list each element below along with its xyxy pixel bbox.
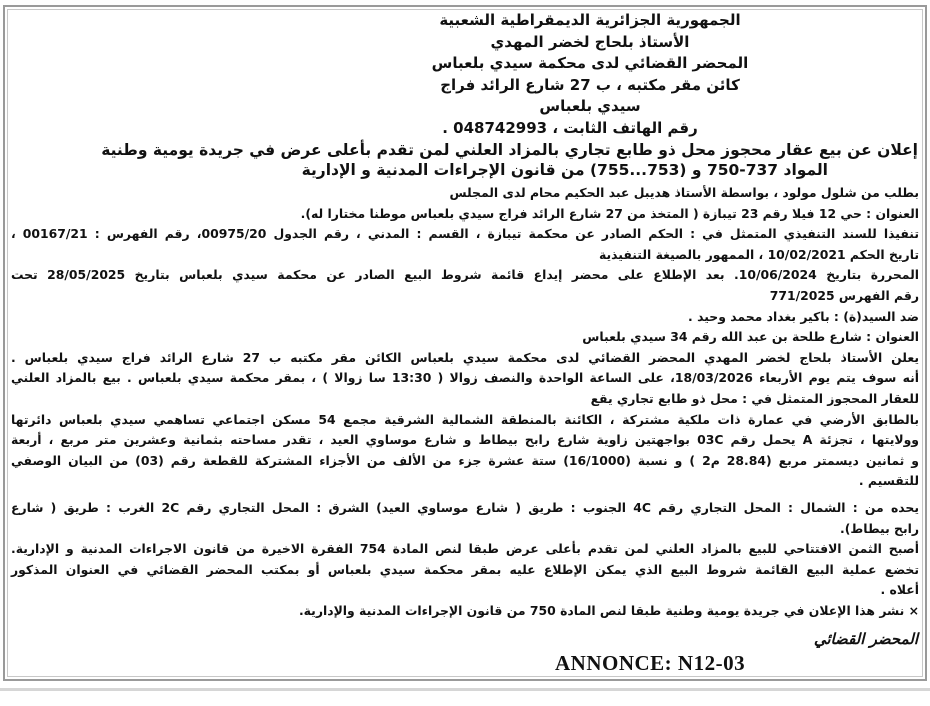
header-line: المحضر القضائي لدى محكمة سيدي بلعباس: [431, 54, 749, 72]
signature: المحضر القضائي: [813, 630, 918, 648]
header-phone: رقم الهاتف الثابت ، 048742993 .: [442, 118, 698, 137]
notice-body: [11, 183, 919, 621]
body-line: بطلب من شلول مولود ، بواسطة الأستاذ هديبل عبد الحكيم محام لدى المجلس: [449, 185, 919, 200]
header-line: كائن مقر مكتبه ، ب 27 شارع الرائد فراج: [440, 75, 740, 94]
body-line: المحررة بتاريخ 10/06/2024. بعد الإطلاع على محضر إيداع قائمة شروط البيع الصادر عن محكمة سيدي بلعباس بتاريخ 28/05/2025 تحت: [11, 267, 920, 283]
body-line: العنوان : حي 12 فيلا رقم 23 تيبازة ( المتخذ من 27 شارع الرائد فراج سيدي بلعباس موطنا مختارا له).: [300, 205, 919, 221]
annonce-number: ANNONCE: N12-03: [555, 651, 746, 675]
body-line: بالطابق الأرضي في عمارة ذات ملكية مشتركة ، الكائنة بالمنطقة الشمالية الشرقية مجمع 54 مسكن اجتماعي تساهمي سيدي بلعباس دائرتها: [11, 411, 919, 427]
body-line: تنفيذا للسند التنفيذي المتمثل في : الحكم الصادر عن محكمة تيبازة ، القسم : المدني ، رقم الجدول 00975/20، رقم الفهرس : 00167/21 ،: [11, 226, 919, 242]
title-line: المواد 737-750 و (753...755) من قانون الإجراءات المدنية و الإدارية: [301, 161, 828, 179]
body-line: أعلاه .: [880, 582, 919, 598]
body-line: العنوان : شارع طلحة بن عبد الله رقم 34 سيدي بلعباس: [582, 329, 919, 345]
header-line: سيدي بلعباس: [539, 97, 641, 115]
body-line: أصبح الثمن الافتتاحي للبيع بالمزاد العلني لمن تقدم بأعلى عرض طبقا لنص المادة 754 الفقرة الاخيرة من قانون الاجراءات المدنية و الإدارية.: [11, 541, 919, 557]
body-line: أنه سوف يتم يوم الأربعاء 18/03/2026، على الساعة الواحدة والنصف زوالا ( 13:30 سا زوالا ) ، بمقر محكمة سيدي بلعباس . بيع بالمزاد العلني: [11, 370, 920, 386]
body-line: وولايتها ، تجزئة A يحمل رقم 03C بواجهتين زاوية شارع رابح بيطاط و شارع موساوي العيد ، تقدر مساحته بثمانية وعشرين متر مربع ، أربعة: [11, 432, 920, 448]
body-line: × نشر هذا الإعلان في جريدة يومية وطنية طبقا لنص المادة 750 من قانون الإجراءات المدنية والإدارية.: [298, 602, 919, 618]
body-line: للعقار المحجوز المتمثل في : محل ذو طابع تجاري يقع: [590, 390, 919, 406]
body-line: للتقسيم .: [858, 473, 919, 489]
body-line: تخضع عملية البيع القائمة شروط البيع الذي يمكن الإطلاع عليه بمقر محكمة سيدي بلعباس أو بمكتب المحضر القضائي في العنوان المذكور: [11, 561, 919, 577]
body-line: رقم الفهرس 771/2025: [769, 287, 919, 303]
body-line: يحده من : الشمال : المحل التجاري رقم 4C الجنوب : طريق ( شارع موساوي العيد) الشرق : المحل التجاري رقم 2C الغرب : طريق ( شارع: [11, 499, 920, 515]
header-line: الأستاذ بلحاج لخضر المهدي: [490, 32, 690, 51]
body-line: ضد السيد(ة) : باكير بغداد محمد وحيد .: [688, 308, 919, 324]
body-line: رابح بيطاط).: [840, 520, 919, 536]
notice-title: [12, 140, 918, 180]
body-line: يعلن الأستاذ بلحاج لخضر المهدي المحضر القضائي لدى محكمة سيدي بلعباس الكائن مقر مكتبه ب 27 شارع الرائد فراج سيدي بلعباس .: [11, 349, 919, 365]
notice-header: [270, 10, 910, 139]
title-line: إعلان عن بيع عقار محجوز محل ذو طابع تجاري بالمزاد العلني لمن تقدم بأعلى عرض في جريدة يومية وطنية: [101, 141, 918, 159]
body-line: و ثمانين ديسمتر مربع (28.84 م2 ) و نسبة (16/1000) ستة عشرة جزء من الألف من الأجزاء المشتركة للقطعة رقم (03) من البيان الوصفي: [11, 452, 920, 468]
body-line: تاريخ الحكم 10/02/2021 ، الممهور بالصيغة التنفيذية: [598, 246, 919, 262]
header-line: الجمهورية الجزائرية الديمقراطية الشعبية: [439, 11, 741, 29]
divider: [0, 688, 930, 691]
